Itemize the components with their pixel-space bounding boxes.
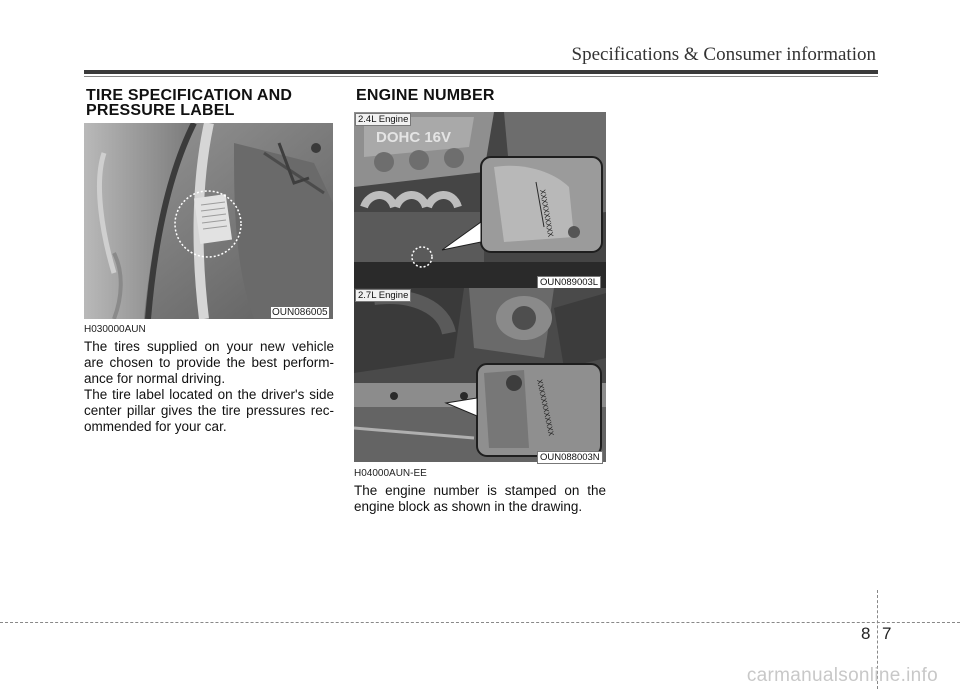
svg-text:XXXXXXXXXXXX: XXXXXXXXXXXX	[534, 378, 555, 437]
tire-title-line1: TIRE SPECIFICATION AND	[86, 87, 293, 104]
tire-label-photo	[84, 123, 333, 319]
engine-27l-photo	[354, 288, 606, 462]
tire-paragraph-2: The tire label located on the driver's side center pillar gives the tire pressures rec-ommended for your car.	[84, 387, 334, 434]
tire-figure-code: OUN086005	[272, 307, 328, 318]
watermark: carmanualsonline.info	[746, 665, 938, 686]
tire-title-line2: PRESSURE LABEL	[86, 102, 235, 119]
engine-paragraph: The engine number is stamped on the engine block as shown in the drawing.	[354, 483, 606, 514]
tire-section-title	[86, 88, 292, 118]
header-rule-thin	[84, 76, 878, 77]
header-rule	[84, 70, 878, 74]
engine-cover-text: DOHC 16V	[376, 129, 452, 146]
footer-rule	[0, 622, 960, 623]
chapter-number: 8	[861, 624, 871, 643]
page-number: 7	[882, 624, 892, 643]
engine-27l-code: OUN088003N	[537, 451, 603, 464]
engine-24l-photo	[354, 112, 606, 288]
engine-24l-label: 2.4L Engine	[355, 113, 411, 126]
tire-paragraph-1: The tires supplied on your new vehicle are chosen to provide the best perform-ance for normal driving.	[84, 339, 334, 386]
engine-section-code: H04000AUN-EE	[354, 468, 427, 479]
engine-27l-label: 2.7L Engine	[355, 289, 411, 302]
engine-24l-code: OUN089003L	[537, 276, 601, 289]
engine-section-title: ENGINE NUMBER	[356, 87, 495, 104]
running-header: Specifications & Consumer information	[571, 44, 876, 65]
tire-section-code: H030000AUN	[84, 324, 146, 335]
svg-text:XXXXXXXXXX: XXXXXXXXXX	[537, 188, 555, 238]
